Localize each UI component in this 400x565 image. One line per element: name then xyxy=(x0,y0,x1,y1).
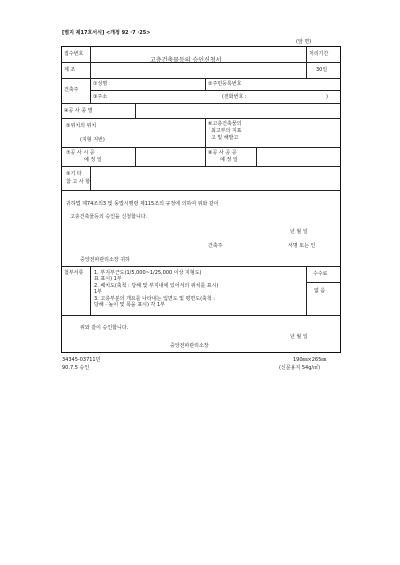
processing-period-value: 30일 xyxy=(316,67,328,73)
processing-period-label: 처리기간 xyxy=(309,51,329,57)
receipt-number-label: 접수번호 xyxy=(64,51,84,57)
attachment-1: 1. 부지부근도(1/5,000~1/25,000 이상 지형도) xyxy=(94,270,202,276)
phone-label: (전화번호 : xyxy=(222,94,247,100)
statement-line-2: 고층건축물등의 승인을 신청합니다. xyxy=(70,214,148,220)
resident-number-label: ②주민등록번호 xyxy=(208,81,242,87)
location-label: ⑤위치의 위치 xyxy=(66,123,97,129)
footer-paper: (신문용지 54g/㎡) xyxy=(279,365,321,371)
remarks-label-line-1: ⑨기 타 xyxy=(66,171,82,177)
approver: 중앙전파관리소장 xyxy=(170,343,209,349)
address-label: ③주소 xyxy=(93,94,108,100)
start-date-label-line-2: 예 정 일 xyxy=(84,157,102,163)
attachment-2-continued: 1부 xyxy=(94,289,103,295)
construction-type-label: ④공 사 종 별 xyxy=(64,108,93,114)
end-date-label-line-1: ⑧공 사 공 공 xyxy=(208,150,237,156)
application-date: 년 월 일 xyxy=(290,229,308,235)
page-side-label: (앞 면) xyxy=(296,39,312,45)
phone-close: ) xyxy=(326,94,328,100)
footer-form-code: 34345-03711민 xyxy=(62,357,101,363)
receipt-note-label: 제 조 xyxy=(64,67,76,73)
approval-date: 년 월 일 xyxy=(290,334,308,340)
remarks-label-line-2: 참 고 사 항 xyxy=(66,179,91,185)
fee-value: 없 음 xyxy=(314,288,326,294)
footer-approval: 90.7.5 승인 xyxy=(62,365,90,371)
attachments-label: 첨부서류 xyxy=(64,270,84,276)
location-sub-label: (지형 지번) xyxy=(80,137,105,143)
applicant-label: 건축주 xyxy=(64,87,79,93)
signature-text: 서명 또는 인 xyxy=(288,243,316,249)
addressee: 중앙전파관리소장 귀하 xyxy=(80,257,130,263)
attachment-3-continued: 당해 · 높이 및 폭을 표시) 각 1부 xyxy=(94,302,165,308)
form-title: 고층건축물등의 승인신청서 xyxy=(150,57,222,64)
approval-text: 위와 같이 승인합니다. xyxy=(80,325,129,331)
form-identifier: [별지 제17호서식] <개정 92 ·7 ·25> xyxy=(62,30,151,36)
fee-label: 수수료 xyxy=(313,271,328,277)
end-date-label-line-2: 예 정 일 xyxy=(220,157,238,163)
name-label: ①성명 xyxy=(93,81,108,87)
statement-line-1: 귀하법 제74조의3 및 동법시행령 제115조의 규정에 의하여 위와 같이 xyxy=(66,201,219,207)
attachment-3: 3. 고층부분의 개요를 나타내는 입면도 및 평면도(축척 : xyxy=(94,296,215,302)
attachment-2: 2. 배치도(축척 : 당해 및 부지내에 있어서의 위치를 표시) xyxy=(94,283,219,289)
footer-size: 190㎜×265㎜ xyxy=(293,357,327,363)
start-date-label-line-1: ⑦공 사 시 공 xyxy=(66,150,95,156)
attachment-1-continued: 표 표시) 1부 xyxy=(94,276,122,282)
height-label-line-1: ⑥고층건축물의 xyxy=(208,121,242,127)
signature-role: 건축주 xyxy=(208,243,223,249)
height-label-line-3: 고 및 해발고 xyxy=(211,135,239,141)
height-label-line-2: 최고부의 지표 xyxy=(211,128,242,134)
